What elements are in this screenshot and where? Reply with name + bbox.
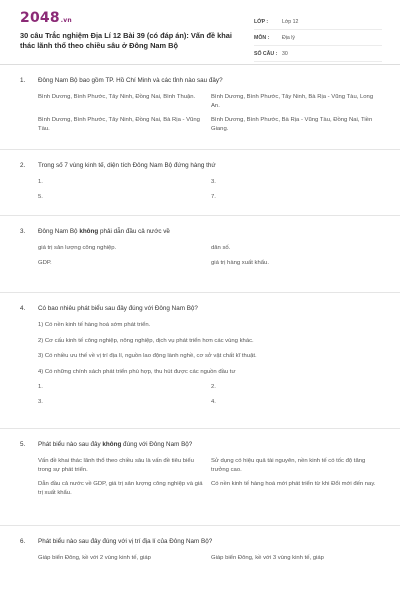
meta-value: Lớp 12 bbox=[282, 18, 299, 25]
options bbox=[38, 554, 380, 563]
option[interactable]: GDP. bbox=[38, 260, 52, 266]
question-text: Đông Nam Bộ bao gồm TP. Hồ Chí Minh và các tỉnh nào sau đây? bbox=[38, 77, 223, 84]
question-head bbox=[20, 304, 380, 313]
question-text: Trong số 7 vùng kinh tế, diện tích Đông Nam Bộ đứng hàng thứ bbox=[38, 162, 216, 169]
question-text bbox=[38, 440, 192, 449]
meta-key: LỚP : bbox=[254, 18, 269, 25]
options bbox=[38, 244, 380, 268]
meta-key: SỐ CÂU : bbox=[254, 50, 278, 57]
statement: 3) Có nhiều ưu thế về vị trí địa lí, nguồn lao động lành nghề, cơ sở vật chất kĩ thuật. bbox=[38, 353, 257, 359]
question-text: Có bao nhiêu phát biểu sau đây đúng với Đông Nam Bộ? bbox=[38, 305, 198, 312]
question bbox=[0, 429, 400, 526]
option[interactable]: Bình Dương, Bình Phước, Tây Ninh, Đồng Nai, Bình Thuận. bbox=[38, 94, 196, 100]
question-number: 1. bbox=[20, 77, 26, 84]
option[interactable]: 4. bbox=[211, 399, 216, 405]
question-head bbox=[20, 440, 380, 449]
question-text bbox=[38, 227, 170, 236]
question-text-part: đúng với Đông Nam Bộ? bbox=[121, 441, 193, 448]
question-number: 4. bbox=[20, 305, 26, 312]
question-head bbox=[20, 76, 380, 85]
statement: 2) Cơ cấu kinh tế công nghiệp, nông nghiệp, dịch vụ phát triển hơn các vùng khác. bbox=[38, 337, 254, 344]
question-number: 6. bbox=[20, 538, 26, 545]
options bbox=[38, 93, 380, 133]
option[interactable]: 7. bbox=[211, 194, 216, 200]
question-text-part: Phát biểu nào sau đây bbox=[38, 441, 103, 448]
question bbox=[0, 526, 400, 586]
question bbox=[0, 216, 400, 293]
logo-main: 2048 bbox=[20, 10, 60, 26]
meta-value: Địa lý bbox=[282, 34, 295, 41]
question-list bbox=[0, 65, 400, 586]
header bbox=[0, 0, 400, 64]
option[interactable]: Bình Dương, Bình Phước, Bà Rịa - Vũng Tàu, Đồng Nai, Tiền Giang. bbox=[211, 117, 373, 132]
option[interactable]: 1. bbox=[38, 384, 43, 390]
option[interactable]: Sử dụng có hiệu quả tài nguyên, nền kinh tế có tốc độ tăng trưởng cao. bbox=[211, 458, 366, 473]
options bbox=[38, 178, 380, 202]
question-head bbox=[20, 537, 380, 546]
question-number: 5. bbox=[20, 441, 26, 448]
meta-row-count bbox=[254, 46, 382, 62]
question-head bbox=[20, 227, 380, 236]
option[interactable]: 5. bbox=[38, 194, 43, 200]
option[interactable]: giá trị sản lượng công nghiệp. bbox=[38, 245, 117, 251]
question-text: Phát biểu nào sau đây đúng với vị trí địa lí của Đông Nam Bộ? bbox=[38, 538, 213, 545]
question-text-emphasis: không bbox=[102, 441, 122, 448]
option[interactable]: Dẫn đầu cả nước về GDP, giá trị sản lượng công nghiệp và giá trị xuất khẩu. bbox=[38, 481, 203, 496]
option[interactable]: 2. bbox=[211, 384, 216, 390]
meta-value: 30 bbox=[282, 50, 288, 57]
options bbox=[38, 457, 380, 497]
question-head bbox=[20, 161, 380, 170]
question-text-part: Đông Nam Bộ bbox=[38, 228, 80, 235]
question-number: 2. bbox=[20, 162, 26, 169]
question-text-emphasis: không bbox=[79, 228, 99, 235]
statement: 4) Có những chính sách phát triển phù hợp, thu hút được các nguồn đầu tư bbox=[38, 368, 236, 375]
meta-row-class bbox=[254, 14, 382, 30]
logo-suffix: .vn bbox=[60, 17, 72, 24]
option[interactable]: Có nền kinh tế hàng hoá mới phát triển từ khi Đổi mới đến nay. bbox=[211, 481, 376, 487]
option[interactable]: Giáp biển Đông, kề với 2 vùng kinh tế, giáp bbox=[38, 555, 151, 561]
statement: 1) Có nền kinh tế hàng hoá sớm phát triển. bbox=[38, 322, 151, 328]
meta-info bbox=[254, 14, 382, 62]
meta-key: MÔN : bbox=[254, 34, 270, 41]
option[interactable]: giá trị hàng xuất khẩu. bbox=[211, 260, 269, 266]
options bbox=[38, 383, 380, 407]
option[interactable]: 1. bbox=[38, 179, 43, 185]
option[interactable]: Bình Dương, Bình Phước, Tây Ninh, Đồng Nai, Bà Rịa - Vũng Tàu. bbox=[38, 117, 200, 132]
option[interactable]: Bình Dương, Bình Phước, Tây Ninh, Bà Rịa - Vũng Tàu, Long An. bbox=[211, 94, 374, 109]
option[interactable]: Vấn đề khai thác lãnh thổ theo chiều sâu là vấn đề tiêu biểu trong sự phát triển. bbox=[38, 458, 194, 473]
meta-row-subject bbox=[254, 30, 382, 46]
question bbox=[0, 65, 400, 150]
option[interactable]: dân số. bbox=[211, 245, 231, 251]
page-title: 30 câu Trắc nghiệm Địa Lí 12 Bài 39 (có đáp án): Vấn đề khai thác lãnh thổ theo chiều sâu ở Đông Nam Bộ bbox=[20, 31, 232, 50]
question-text-part: phải dẫn đầu cả nước về bbox=[98, 228, 170, 235]
question-number: 3. bbox=[20, 228, 26, 235]
question bbox=[0, 150, 400, 216]
option[interactable]: Giáp biển Đông, kề với 3 vùng kinh tế, giáp bbox=[211, 555, 324, 561]
option[interactable]: 3. bbox=[38, 399, 43, 405]
option[interactable]: 3. bbox=[211, 179, 216, 185]
question bbox=[0, 293, 400, 429]
site-logo[interactable] bbox=[20, 10, 72, 26]
